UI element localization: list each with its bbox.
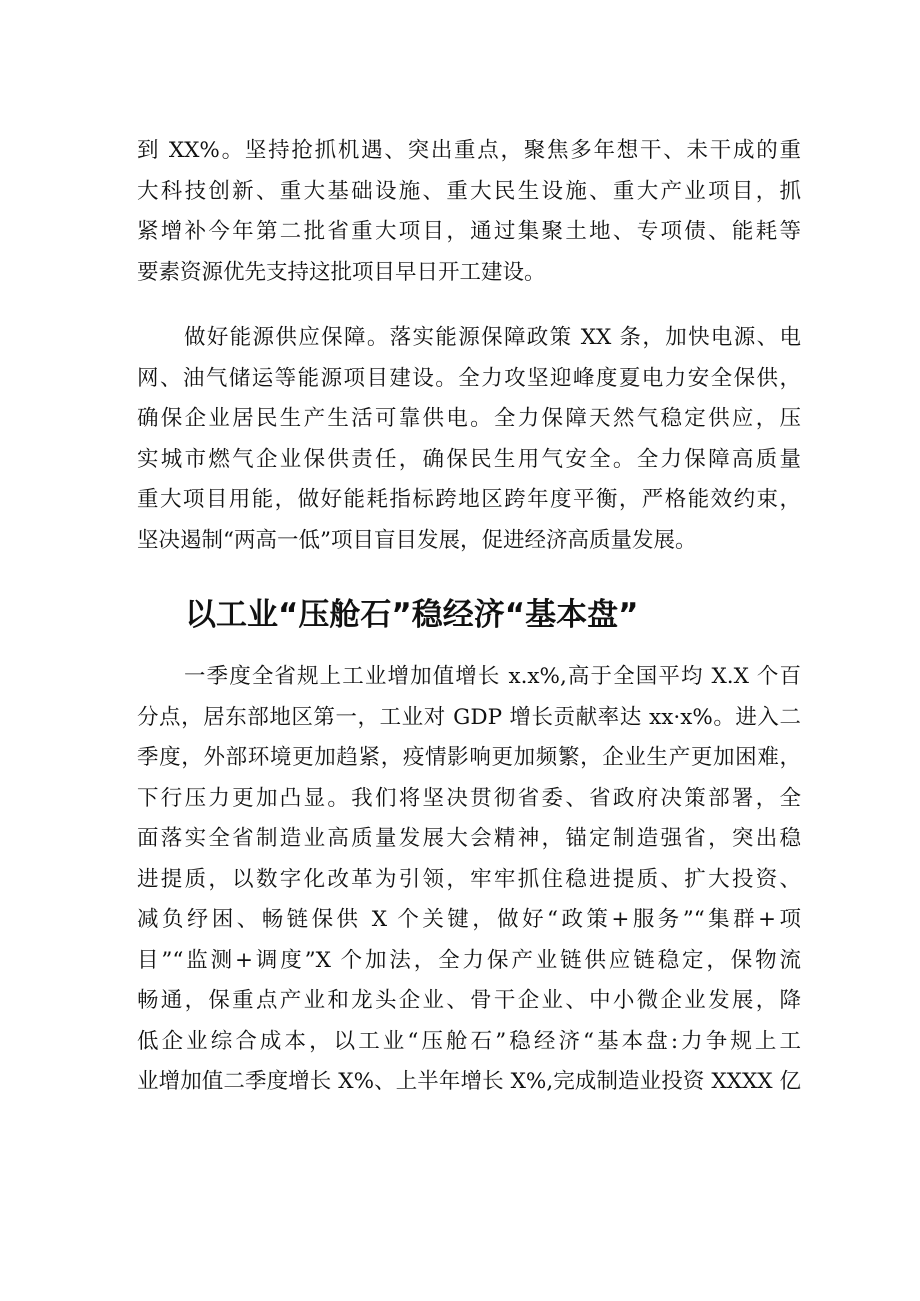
text-line: 分点，居东部地区第一，工业对 GDP 增长贡献率达 xx·x%。进入二	[137, 704, 801, 730]
text-line: 低企业综合成本，以工业“压舱石”稳经济“基本盘:力争规上工	[137, 1028, 801, 1054]
text-line: 要素资源优先支持这批项目早日开工建设。	[137, 259, 546, 285]
text-line: 实城市燃气企业保供责任，确保民生用气安全。全力保障高质量	[137, 446, 801, 472]
text-line: 大科技创新、重大基础设施、重大民生设施、重大产业项目，抓	[137, 178, 801, 204]
text-line: 到 XX%。坚持抢抓机遇、突出重点，聚焦多年想干、未干成的重	[137, 138, 801, 163]
text-line: 坚决遏制“两高一低”项目盲目发展，促进经济高质量发展。	[137, 527, 697, 553]
paragraph-1	[137, 131, 801, 293]
text-line: 下行压力更加凸显。我们将坚决贯彻省委、省政府决策部署，全	[137, 785, 801, 811]
text-line: 畅通，保重点产业和龙头企业、骨干企业、中小微企业发展，降	[137, 988, 801, 1013]
section-heading: 以工业“压舱石”稳经济“基本盘”	[185, 597, 639, 633]
text-line: 业增加值二季度增长 X%、上半年增长 X%,完成制造业投资 XXXX 亿	[137, 1069, 801, 1094]
text-line: 确保企业居民生产生活可靠供电。全力保障天然气稳定供应，压	[137, 406, 801, 431]
text-line: 进提质，以数字化改革为引领，牢牢抓住稳进提质、扩大投资、	[137, 866, 801, 892]
text-line: 减负纾困、畅链保供 X 个关键，做好“政策+服务”“集群+项	[137, 907, 801, 932]
text-line: 季度，外部环境更加趋紧，疫情影响更加频繁，企业生产更加困难，	[137, 745, 801, 770]
text-line: 面落实全省制造业高质量发展大会精神，锚定制造强省，突出稳	[137, 826, 801, 851]
paragraph-2	[137, 318, 801, 561]
text-line: 网、油气储运等能源项目建设。全力攻坚迎峰度夏电力安全保供，	[137, 365, 801, 391]
text-line: 紧增补今年第二批省重大项目，通过集聚土地、专项债、能耗等	[137, 219, 801, 244]
text-line: 做好能源供应保障。落实能源保障政策 XX 条，加快电源、电	[184, 325, 801, 350]
paragraph-3	[137, 657, 801, 1103]
text-line: 重大项目用能，做好能耗指标跨地区跨年度平衡，严格能效约束，	[137, 487, 801, 512]
text-line: 目”“监测+调度”X 个加法，全力保产业链供应链稳定，保物流	[137, 947, 801, 973]
text-line: 一季度全省规上工业增加值增长 x.x%,高于全国平均 X.X 个百	[184, 664, 801, 689]
